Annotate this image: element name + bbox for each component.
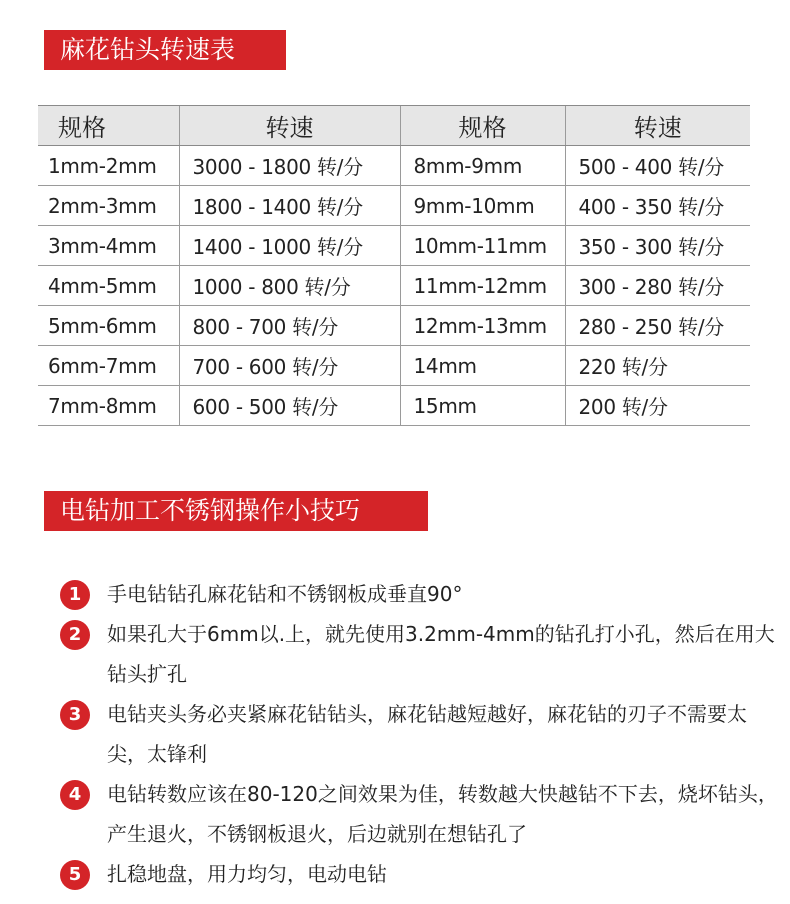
spec-cell: 12mm-13mm — [400, 306, 565, 346]
spec-cell: 11mm-12mm — [400, 266, 565, 306]
speed-cell: 3000 - 1800 转/分 — [179, 146, 400, 186]
tip-text: 电钻转数应该在80-120之间效果为佳，转数越大快越钻不下去，烧坏钻头，产生退火，不锈钢板退火，后边就别在想钻孔了 — [107, 782, 778, 846]
speed-cell: 1400 - 1000 转/分 — [179, 226, 400, 266]
table-row — [38, 146, 750, 186]
tip-item — [60, 694, 780, 774]
speed-cell: 350 - 300 转/分 — [565, 226, 750, 266]
speed-cell: 600 - 500 转/分 — [179, 386, 400, 426]
spec-cell: 8mm-9mm — [400, 146, 565, 186]
speed-cell: 1000 - 800 转/分 — [179, 266, 400, 306]
header-speed-right: 转速 — [565, 106, 750, 146]
spec-cell: 15mm — [400, 386, 565, 426]
header-spec-left: 规格 — [38, 106, 179, 146]
speed-cell: 700 - 600 转/分 — [179, 346, 400, 386]
tip-item — [60, 854, 780, 894]
table-row — [38, 306, 750, 346]
spec-cell: 6mm-7mm — [38, 346, 179, 386]
speed-cell: 220 转/分 — [565, 346, 750, 386]
speed-cell: 500 - 400 转/分 — [565, 146, 750, 186]
spec-cell: 9mm-10mm — [400, 186, 565, 226]
tip-number-badge: 1 — [60, 580, 90, 610]
speed-cell: 400 - 350 转/分 — [565, 186, 750, 226]
spec-cell: 5mm-6mm — [38, 306, 179, 346]
speed-cell: 300 - 280 转/分 — [565, 266, 750, 306]
table-row — [38, 346, 750, 386]
tip-text: 电钻夹头务必夹紧麻花钻钻头，麻花钻越短越好，麻花钻的刃子不需要太尖，太锋利 — [107, 702, 747, 766]
header-speed-left: 转速 — [179, 106, 400, 146]
spec-cell: 10mm-11mm — [400, 226, 565, 266]
speed-table-title: 麻花钻头转速表 — [44, 30, 286, 70]
tip-text: 如果孔大于6mm以.上，就先使用3.2mm-4mm的钻孔打小孔，然后在用大钻头扩孔 — [107, 622, 775, 686]
tip-text: 扎稳地盘，用力均匀，电动电钻 — [107, 862, 387, 886]
tip-item — [60, 774, 780, 854]
tip-number-badge: 4 — [60, 780, 90, 810]
spec-cell: 2mm-3mm — [38, 186, 179, 226]
tips-title: 电钻加工不锈钢操作小技巧 — [44, 491, 428, 531]
speed-cell: 280 - 250 转/分 — [565, 306, 750, 346]
spec-cell: 14mm — [400, 346, 565, 386]
spec-cell: 3mm-4mm — [38, 226, 179, 266]
tip-number-badge: 5 — [60, 860, 90, 890]
tips-list — [60, 574, 780, 894]
table-row — [38, 226, 750, 266]
spec-cell: 1mm-2mm — [38, 146, 179, 186]
table-header-row — [38, 106, 750, 146]
drill-speed-table — [38, 105, 750, 426]
tip-item — [60, 574, 780, 614]
speed-cell: 1800 - 1400 转/分 — [179, 186, 400, 226]
spec-cell: 7mm-8mm — [38, 386, 179, 426]
table-row — [38, 386, 750, 426]
speed-cell: 200 转/分 — [565, 386, 750, 426]
table-row — [38, 266, 750, 306]
tip-number-badge: 2 — [60, 620, 90, 650]
spec-cell: 4mm-5mm — [38, 266, 179, 306]
header-spec-right: 规格 — [400, 106, 565, 146]
tip-text: 手电钻钻孔麻花钻和不锈钢板成垂直90° — [107, 582, 463, 606]
table-row — [38, 186, 750, 226]
speed-cell: 800 - 700 转/分 — [179, 306, 400, 346]
tip-item — [60, 614, 780, 694]
tip-number-badge: 3 — [60, 700, 90, 730]
